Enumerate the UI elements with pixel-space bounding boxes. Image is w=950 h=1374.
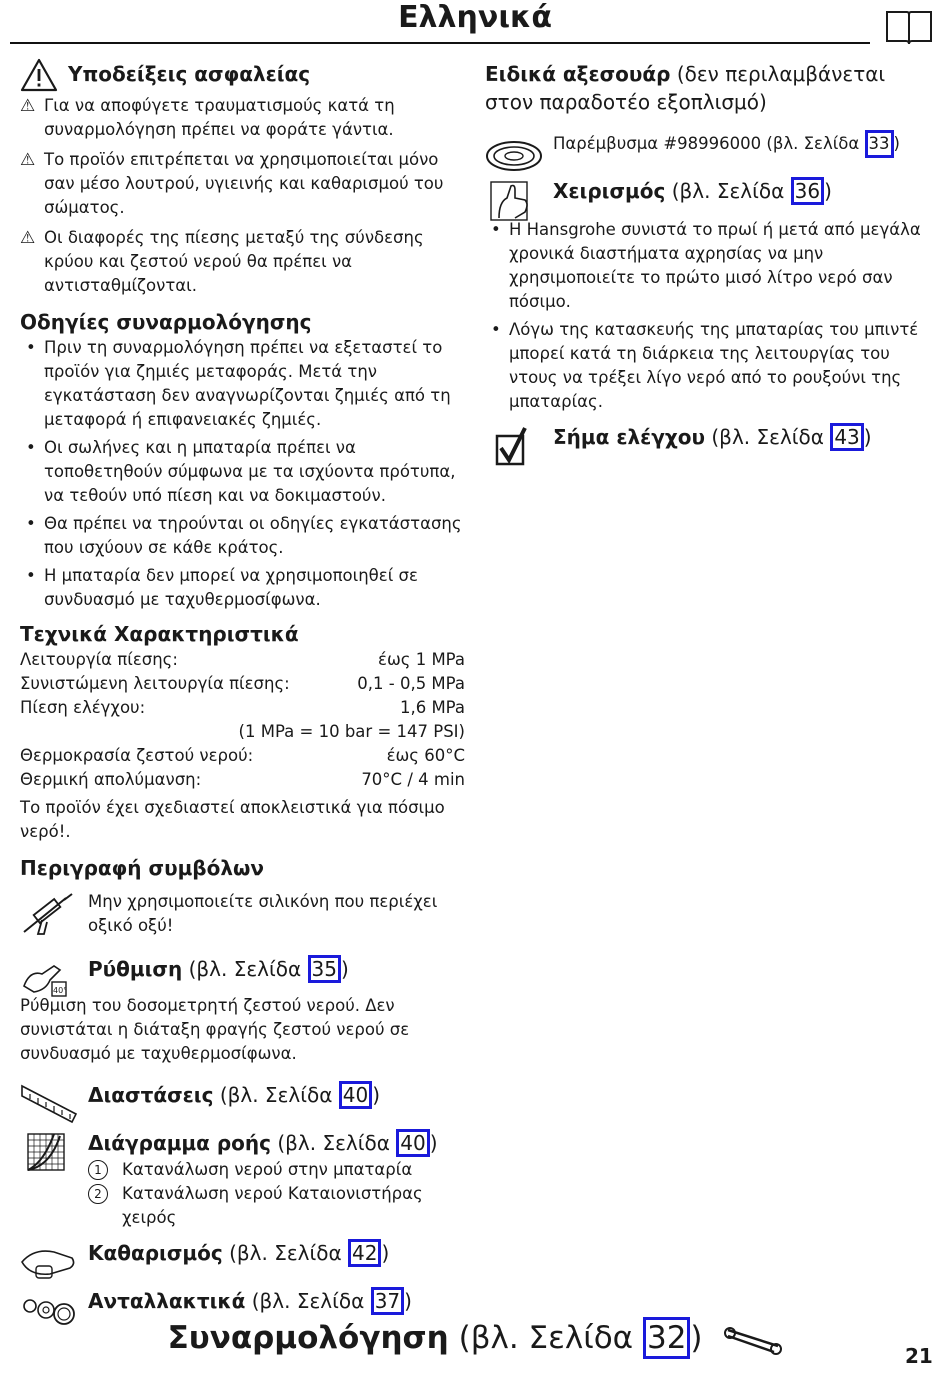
page-link-37[interactable]: 37 — [371, 1287, 404, 1315]
page-number: 21 — [905, 1344, 933, 1368]
accessory-item: Παρέμβυσμα #98996000 (βλ. Σελίδα 33 ) — [485, 130, 930, 170]
page-link-36[interactable]: 36 — [791, 177, 824, 205]
dimensions-symbol — [20, 1080, 465, 1120]
assembly-footer-heading: Συναρμολόγηση (βλ. Σελίδα 32 ) — [0, 1316, 950, 1360]
cleaning-symbol — [20, 1238, 465, 1278]
assembly-notes-heading: Οδηγίες συναρμολόγησης — [20, 310, 312, 334]
page-link-35[interactable]: 35 — [308, 955, 341, 983]
page-link-43[interactable]: 43 — [830, 423, 863, 451]
list-item: • Θα πρέπει να τηρούνται οι οδηγίες εγκατάστασης που ισχύουν σε κάθε κράτος. — [26, 514, 462, 557]
operation-list — [485, 218, 930, 414]
hand-lever-icon — [485, 178, 543, 222]
cleaning-heading: Καθαρισμός (βλ. Σελίδα 42 ) — [88, 1241, 390, 1265]
list-item: • Η μπαταρία δεν μπορεί να χρησιμοποιηθεί σε συνδυασμό με ταχυθερμοσίφωνα. — [26, 566, 418, 609]
flow-diagram-icon — [20, 1130, 78, 1174]
page-title: Ελληνικά — [398, 0, 552, 35]
operation-heading: Χειρισμός (βλ. Σελίδα 36 ) — [553, 179, 832, 203]
page-link-33[interactable]: 33 — [865, 130, 894, 158]
safety-item: ⚠ Για να αποφύγετε τραυματισμούς κατά τη συναρμολόγηση πρέπει να φοράτε γάντια. — [20, 96, 395, 139]
list-item: • Λόγω της κατασκευής της μπαταρίας του μπιντέ μπορεί κατά τη διάρκεια της λειτουργίας του ντους να τρέξει λίγο νερό από το ρουξούνι της μπαταρίας. — [491, 320, 919, 411]
page-link-32[interactable]: 32 — [643, 1317, 690, 1359]
wrench-icon — [724, 1324, 782, 1356]
warning-icon: ⚠ — [20, 96, 36, 116]
flow-item: 1 Κατανάλωση νερού στην μπαταρία — [88, 1158, 465, 1182]
header-rule — [10, 42, 870, 44]
page-link-42[interactable]: 42 — [348, 1239, 381, 1267]
tech-row: Συνιστώμενη λειτουργία πίεσης: 0,1 - 0,5 MPa — [20, 674, 465, 693]
flow-symbol — [20, 1128, 465, 1230]
check-mark-icon — [485, 424, 543, 468]
list-item: • Οι σωλήνες και η μπαταρία πρέπει να τοποθετηθούν σύμφωνα με τα ισχύοντα πρότυπα, να τεθούν υπό πίεση και να δοκιμαστούν. — [26, 438, 456, 505]
test-mark-symbol — [485, 422, 930, 462]
adjust-text: Ρύθμιση του δοσομετρητή ζεστού νερού. Δεν συνιστάται η διάταξη φραγής ζεστού νερού σε συνδυασμό με ταχυθερμοσίφωνα. — [20, 996, 410, 1063]
page-link-40[interactable]: 40 — [339, 1081, 372, 1109]
flow-item: 2 Κατανάλωση νερού Καταιονιστήρας χειρός — [88, 1182, 465, 1230]
silicone-symbol: Μην χρησιμοποιείτε σιλικόνη που περιέχει οξικό οξύ! — [20, 890, 465, 938]
safety-item: ⚠ Οι διαφορές της πίεσης μεταξύ της σύνδεσης κρύου και ζεστού νερού θα πρέπει να αντισταθμίζονται. — [20, 228, 424, 295]
gasket-icon — [485, 132, 543, 176]
dimensions-heading: Διαστάσεις (βλ. Σελίδα 40 ) — [88, 1083, 381, 1107]
accessories-heading: Ειδικά αξεσουάρ (δεν περιλαμβάνεται στον παραδοτέο εξοπλισμό) — [485, 62, 886, 114]
list-item: • Η Hansgrohe συνιστά το πρωί ή μετά από μεγάλα χρονικά διαστήματα αχρησίας να μην χρησιμοποιείτε το πρώτο μισό λίτρο νερό σαν πόσιμο. — [491, 220, 921, 311]
silicone-gun-icon — [20, 892, 78, 936]
cleaning-icon — [20, 1240, 78, 1284]
adjust-icon — [20, 956, 78, 1000]
tech-heading: Τεχνικά Χαρακτηριστικά — [20, 622, 299, 646]
operation-symbol — [485, 176, 930, 216]
left-column — [20, 60, 465, 1326]
tech-row: Λειτουργία πίεσης: έως 1 MPa — [20, 650, 465, 669]
symbols-heading: Περιγραφή συμβόλων — [20, 856, 265, 880]
warning-icon — [20, 58, 58, 92]
tech-row: Θερμική απολύμανση: 70°C / 4 min — [20, 770, 465, 789]
spares-heading: Ανταλλακτικά (βλ. Σελίδα 37 ) — [88, 1289, 412, 1313]
right-column — [485, 60, 930, 462]
book-icon — [885, 8, 933, 46]
page-link-40[interactable]: 40 — [396, 1129, 429, 1157]
safety-heading: Υποδείξεις ασφαλείας — [68, 62, 311, 86]
tech-footer: Το προϊόν έχει σχεδιαστεί αποκλειστικά για πόσιμο νερό!. — [20, 798, 445, 841]
warning-icon: ⚠ — [20, 228, 36, 248]
adjust-heading: Ρύθμιση (βλ. Σελίδα 35 ) — [88, 957, 349, 981]
safety-item: ⚠ Το προϊόν επιτρέπεται να χρησιμοποιείται μόνο σαν μέσο λουτρού, υγιεινής και καθαρισμού του σώματος. — [20, 150, 444, 217]
tech-row: Θερμοκρασία ζεστού νερού: έως 60°C — [20, 746, 465, 765]
list-item: • Πριν τη συναρμολόγηση πρέπει να εξεταστεί το προϊόν για ζημιές μεταφοράς. Μετά την εγκατάσταση δεν αναγνωρίζονται ζημιές από τη μεταφορά ή επιφανειακές ζημιές. — [26, 338, 451, 429]
assembly-notes-list — [20, 336, 465, 612]
ruler-icon — [20, 1082, 78, 1126]
tech-row: Πίεση ελέγχου: 1,6 MPa — [20, 698, 465, 717]
temperature-label: 40° — [53, 986, 68, 995]
tech-note: (1 MPa = 10 bar = 147 PSI) — [238, 722, 465, 741]
flow-heading: Διάγραμμα ροής (βλ. Σελίδα 40 ) — [88, 1131, 438, 1155]
warning-icon: ⚠ — [20, 150, 36, 170]
test-mark-heading: Σήμα ελέγχου (βλ. Σελίδα 43 ) — [553, 425, 872, 449]
adjust-symbol — [20, 954, 465, 994]
